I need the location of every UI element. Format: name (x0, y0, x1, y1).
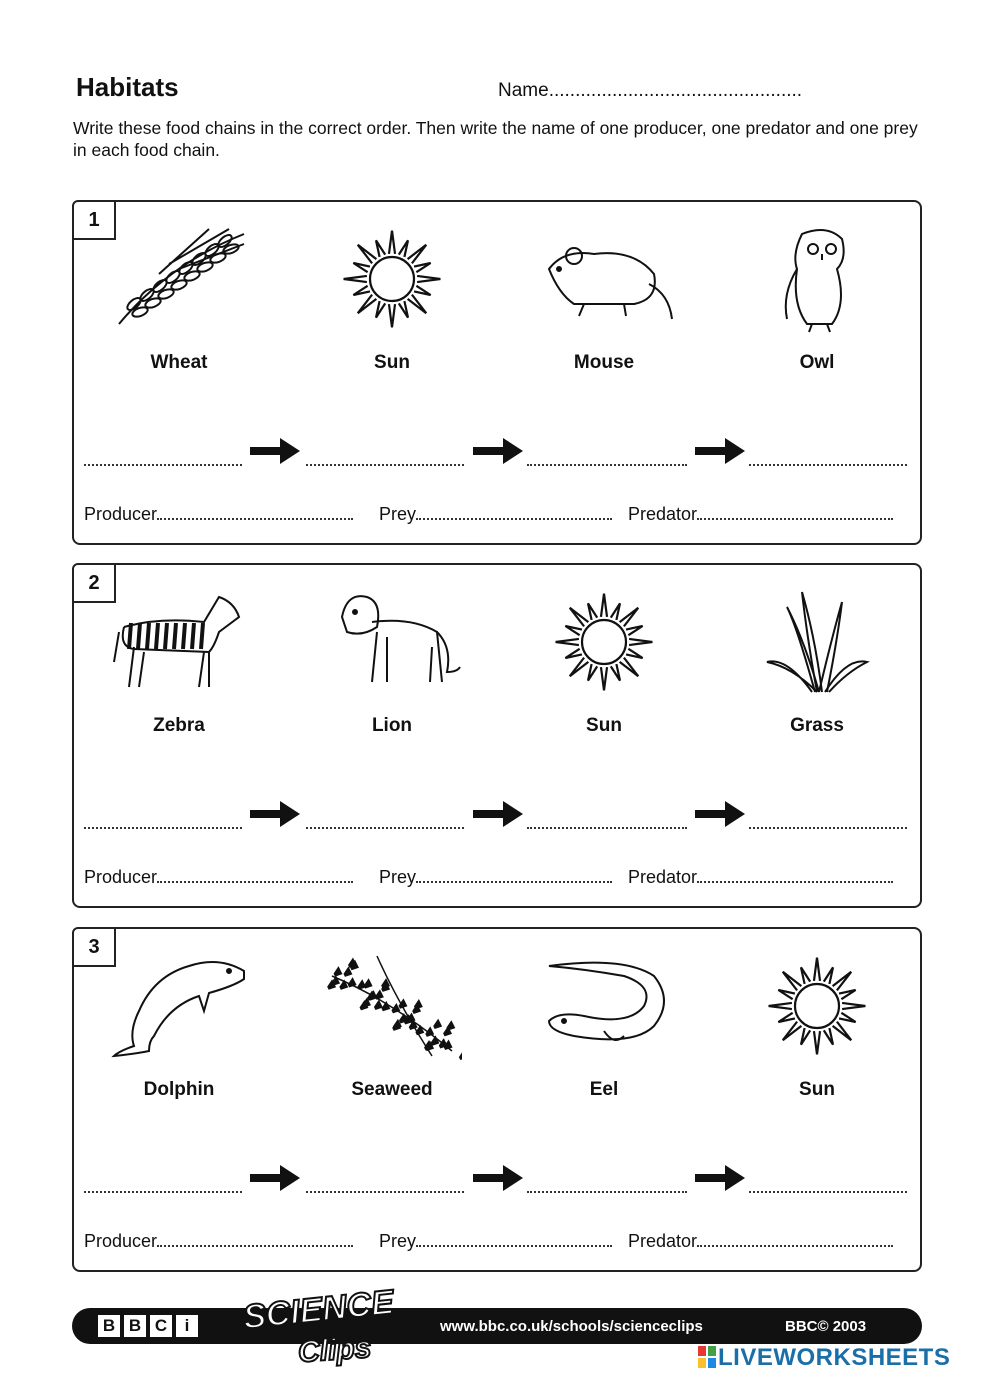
predator-blank[interactable] (697, 865, 893, 883)
svg-text:Clips: Clips (296, 1331, 373, 1370)
producer-blank[interactable] (157, 865, 353, 883)
arrow-right-icon (695, 1163, 747, 1193)
producer-field[interactable] (84, 1229, 353, 1252)
bbc-letter: C (150, 1315, 172, 1337)
producer-field[interactable] (84, 865, 353, 888)
producer-blank[interactable] (157, 502, 353, 520)
organism-label: Mouse (573, 352, 635, 373)
prey-field[interactable] (379, 502, 612, 525)
mouse-icon (534, 224, 674, 334)
arrow-right-icon (473, 799, 525, 829)
answer-blank[interactable] (306, 1191, 464, 1193)
bbc-letter: i (176, 1315, 198, 1337)
answer-blank[interactable] (749, 827, 907, 829)
owl-icon (747, 224, 887, 334)
prey-label: Prey (379, 504, 417, 524)
answer-blank[interactable] (527, 827, 687, 829)
liveworksheets-watermark (698, 1344, 950, 1372)
predator-label: Predator (628, 867, 698, 887)
answer-blank[interactable] (306, 464, 464, 466)
lion-icon (322, 587, 462, 697)
prey-field[interactable] (379, 1229, 612, 1252)
page-title: Habitats (76, 72, 179, 102)
science-clips-logo (238, 1280, 418, 1370)
predator-field[interactable] (628, 865, 893, 888)
answer-blank[interactable] (84, 1191, 242, 1193)
organism-label: Grass (790, 715, 844, 736)
liveworksheets-icon (698, 1346, 716, 1368)
predator-label: Predator (628, 1231, 698, 1251)
predator-blank[interactable] (697, 502, 893, 520)
arrow-right-icon (473, 436, 525, 466)
dolphin-icon (109, 951, 249, 1061)
organism-label: Sun (799, 1079, 835, 1100)
prey-blank[interactable] (416, 502, 612, 520)
organism-label: Lion (371, 715, 413, 736)
footer-url[interactable]: www.bbc.co.uk/schools/scienceclips (440, 1318, 703, 1335)
prey-blank[interactable] (416, 1229, 612, 1247)
answer-blank[interactable] (527, 1191, 687, 1193)
instructions: Write these food chains in the correct order. Then write the name of one producer, one predator and one prey in each food chain. (73, 118, 918, 160)
prey-field[interactable] (379, 865, 612, 888)
seaweed-icon (322, 951, 462, 1061)
organism-label: Dolphin (143, 1079, 215, 1100)
arrow-right-icon (473, 1163, 525, 1193)
answer-blank[interactable] (749, 1191, 907, 1193)
sun-icon (534, 587, 674, 697)
food-chain-answer-row (84, 1161, 914, 1197)
organism-label: Wheat (150, 352, 208, 373)
food-chain-panel (72, 927, 922, 1272)
name-label: Name (498, 80, 549, 101)
organism-label: Sun (374, 352, 410, 373)
arrow-right-icon (695, 436, 747, 466)
organism-label: Eel (589, 1079, 619, 1100)
organism-label: Owl (799, 352, 835, 373)
name-dots: ................................................ (548, 80, 803, 101)
eel-icon (534, 951, 674, 1061)
predator-blank[interactable] (697, 1229, 893, 1247)
answer-blank[interactable] (306, 827, 464, 829)
arrow-right-icon (250, 799, 302, 829)
answer-blank[interactable] (84, 464, 242, 466)
organism-label: Seaweed (351, 1079, 433, 1100)
bbc-logo (98, 1315, 198, 1337)
arrow-right-icon (250, 1163, 302, 1193)
bbc-letter: B (124, 1315, 146, 1337)
producer-label: Producer (84, 1231, 158, 1251)
food-chain-answer-row (84, 434, 914, 470)
food-chain-panel (72, 563, 922, 908)
answer-blank[interactable] (84, 827, 242, 829)
arrow-right-icon (695, 799, 747, 829)
prey-label: Prey (379, 1231, 417, 1251)
footer-copyright: BBC© 2003 (785, 1318, 867, 1335)
predator-label: Predator (628, 504, 698, 524)
predator-field[interactable] (628, 1229, 893, 1252)
panel-number: 2 (72, 563, 116, 603)
organism-label: Sun (586, 715, 622, 736)
sun-icon (747, 951, 887, 1061)
producer-label: Producer (84, 504, 158, 524)
sun-icon (322, 224, 462, 334)
prey-label: Prey (379, 867, 417, 887)
producer-label: Producer (84, 867, 158, 887)
producer-field[interactable] (84, 502, 353, 525)
answer-blank[interactable] (749, 464, 907, 466)
food-chain-answer-row (84, 797, 914, 833)
zebra-icon (109, 587, 249, 697)
wheat-icon (109, 224, 249, 334)
bbc-letter: B (98, 1315, 120, 1337)
svg-text:SCIENCE: SCIENCE (241, 1283, 396, 1337)
panel-number: 1 (72, 200, 116, 240)
panel-number: 3 (72, 927, 116, 967)
producer-blank[interactable] (157, 1229, 353, 1247)
prey-blank[interactable] (416, 865, 612, 883)
grass-icon (747, 587, 887, 697)
liveworksheets-text: LIVEWORKSHEETS (718, 1344, 951, 1371)
arrow-right-icon (250, 436, 302, 466)
food-chain-panel (72, 200, 922, 545)
answer-blank[interactable] (527, 464, 687, 466)
name-field[interactable] (498, 80, 802, 102)
organism-label: Zebra (153, 715, 205, 736)
predator-field[interactable] (628, 502, 893, 525)
